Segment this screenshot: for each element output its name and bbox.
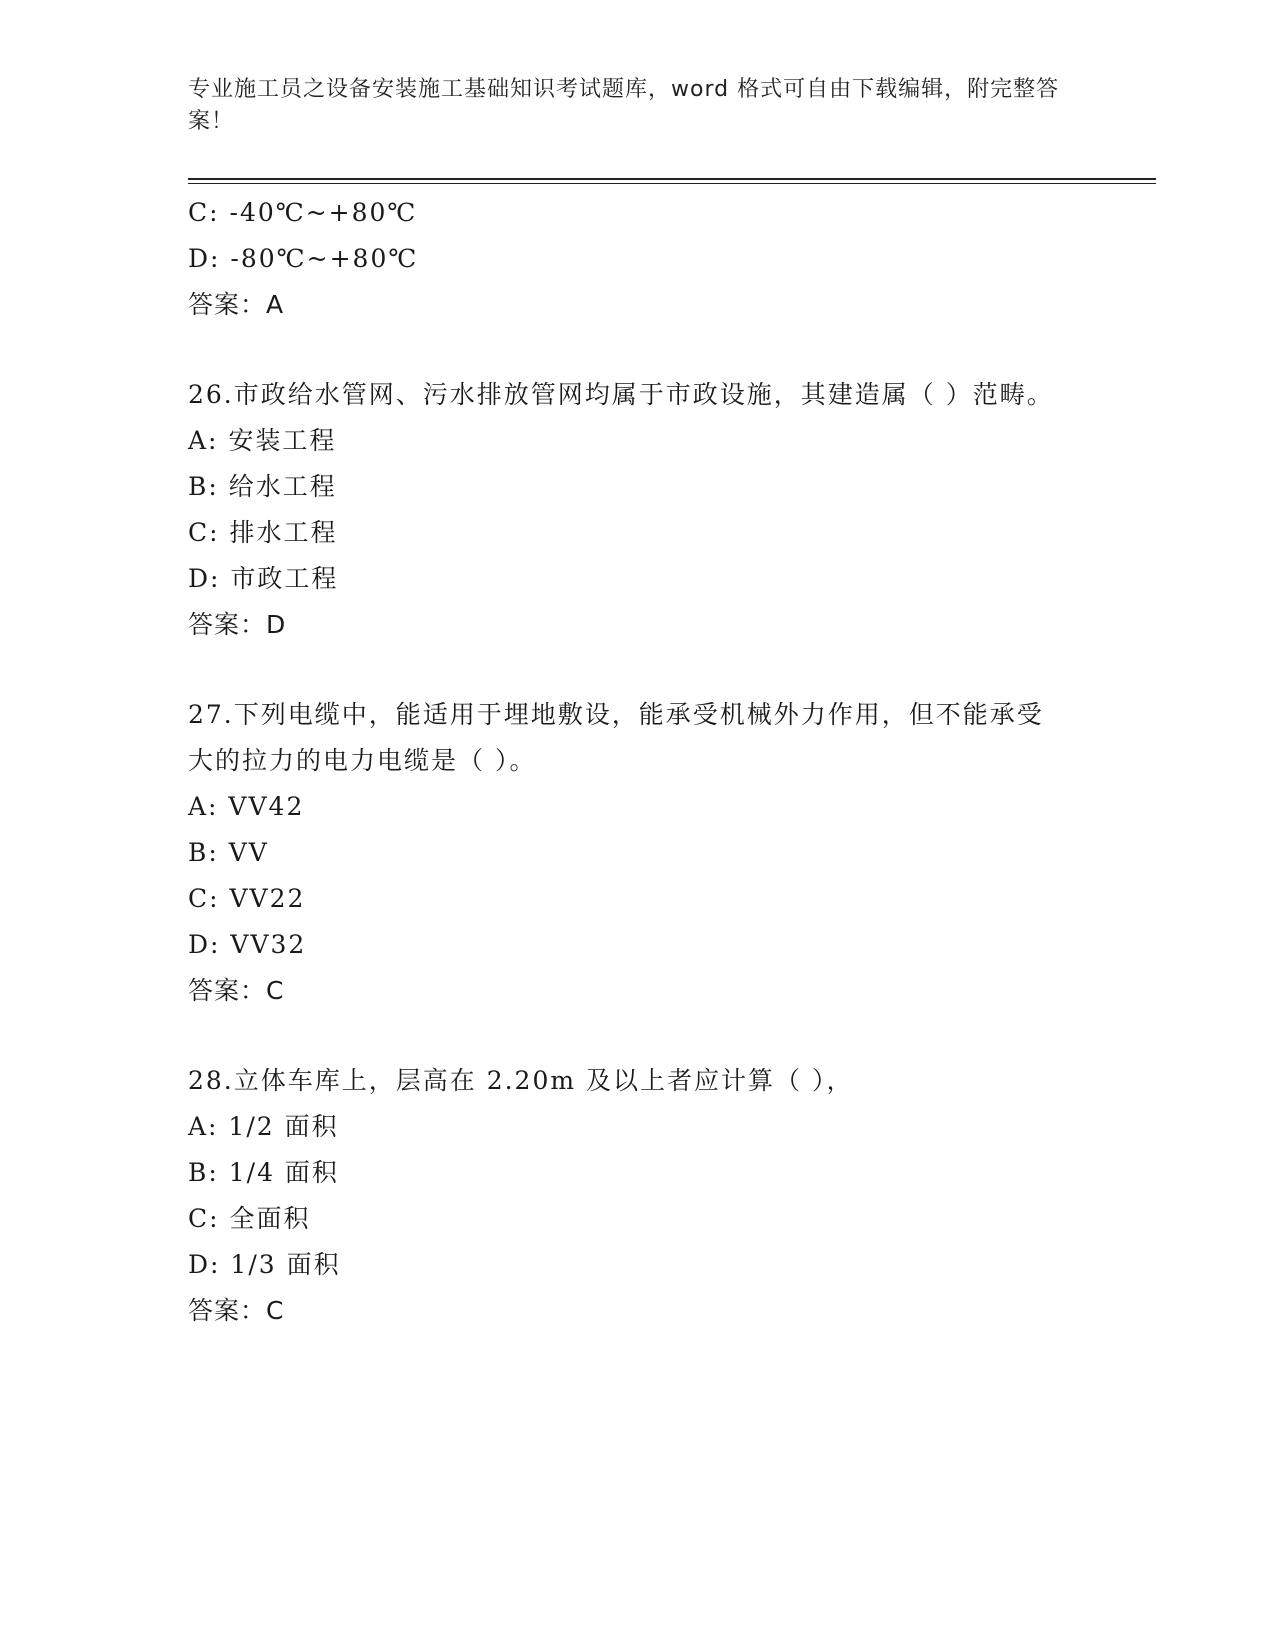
document-header: 专业施工员之设备安装施工基础知识考试题库，word 格式可自由下载编辑，附完整答案！ bbox=[188, 77, 1060, 134]
question-26-option-c: C: 排水工程 bbox=[188, 518, 338, 547]
question-28-text: 28.立体车库上，层高在 2.20m 及以上者应计算（ ）， bbox=[188, 1066, 854, 1095]
question-27-answer: 答案：C bbox=[188, 976, 285, 1005]
question-27-text: 27.下列电缆中，能适用于埋地敷设，能承受机械外力作用，但不能承受大的拉力的电力电缆是（ ）。 bbox=[188, 700, 1044, 775]
option-d: D: -80℃~+80℃ bbox=[188, 244, 419, 273]
question-28-option-d: D: 1/3 面积 bbox=[188, 1250, 341, 1279]
question-28-option-c: C: 全面积 bbox=[188, 1204, 311, 1233]
header-divider-thin bbox=[188, 183, 1156, 184]
question-28-option-a: A: 1/2 面积 bbox=[188, 1112, 339, 1141]
question-26-option-a: A: 安装工程 bbox=[188, 426, 337, 455]
question-26-option-b: B: 给水工程 bbox=[188, 472, 337, 501]
header-divider bbox=[188, 178, 1156, 180]
question-28-answer: 答案：C bbox=[188, 1296, 285, 1325]
question-26-option-d: D: 市政工程 bbox=[188, 564, 339, 593]
question-26-text: 26.市政给水管网、污水排放管网均属于市政设施，其建造属（ ）范畴。 bbox=[188, 380, 1054, 409]
option-c: C: -40℃~+80℃ bbox=[188, 198, 418, 227]
question-26-answer: 答案：D bbox=[188, 610, 287, 639]
question-27-option-c: C: VV22 bbox=[188, 884, 306, 913]
question-27-option-d: D: VV32 bbox=[188, 930, 307, 959]
question-27-option-b: B: VV bbox=[188, 838, 269, 867]
answer-line: 答案：A bbox=[188, 290, 285, 319]
question-27-option-a: A: VV42 bbox=[188, 792, 305, 821]
question-content bbox=[188, 190, 1088, 1334]
question-28-option-b: B: 1/4 面积 bbox=[188, 1158, 339, 1187]
